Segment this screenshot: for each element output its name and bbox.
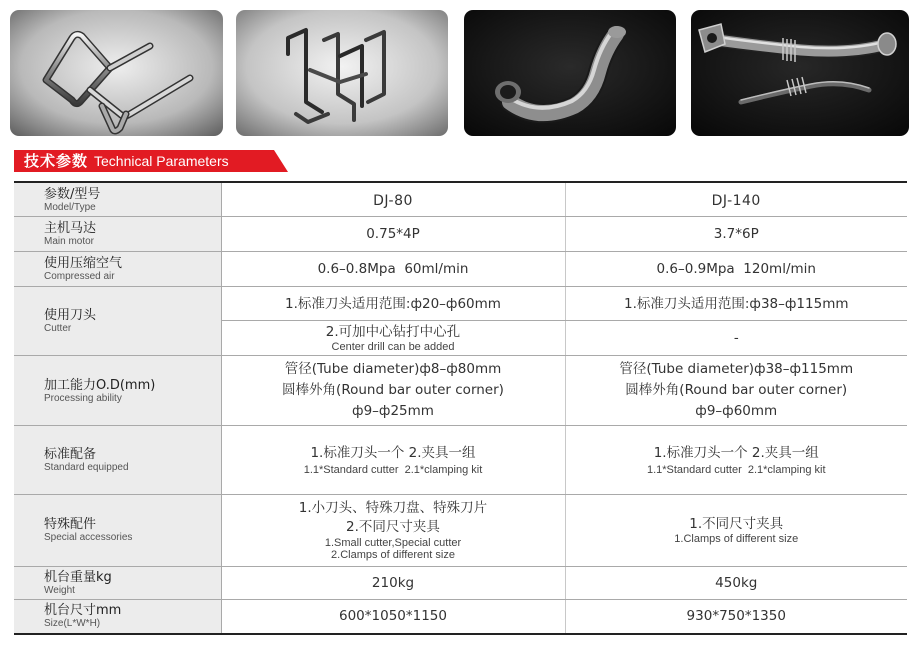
- row-label: [14, 182, 221, 217]
- value-text-cn: 2.不同尺寸夹具: [346, 519, 440, 536]
- value-text: 1.标准刀头适用范围:ф38–ф115mm: [623, 295, 849, 312]
- value-text-cn: 1.标准刀头一个 2.夹具一组: [653, 445, 819, 462]
- value-text-cn: 1.标准刀头一个 2.夹具一组: [310, 445, 476, 462]
- value-text-cn: 1.不同尺寸夹具: [689, 516, 784, 533]
- curved-exhaust-pipe-photo: [464, 10, 676, 136]
- row-label: [14, 494, 221, 566]
- label-cn: 使用刀头: [44, 308, 97, 324]
- table-row-processing-ability: [14, 356, 907, 426]
- row-label: [14, 599, 221, 634]
- table-row-standard-equipped: [14, 425, 907, 494]
- value-cell: [221, 494, 565, 566]
- value-cell: [221, 217, 565, 252]
- table-row-weight: [14, 566, 907, 599]
- row-label: [14, 287, 221, 356]
- label-cn: 特殊配件: [44, 517, 97, 533]
- value-text: 450kg: [715, 574, 758, 591]
- table-header-row: [14, 182, 907, 217]
- value-cell: [221, 356, 565, 426]
- value-text-en: 1.1*Standard cutter 2.1*clamping kit: [303, 464, 483, 477]
- label-en: Standard equipped: [44, 461, 129, 473]
- label-cn: 使用压缩空气: [44, 256, 123, 272]
- table-row-compressed-air: [14, 252, 907, 287]
- technical-parameters-table: [14, 181, 907, 635]
- value-text: 0.6–0.9Mpa 120ml/min: [656, 261, 816, 278]
- value-text-cn: 1.小刀头、特殊刀盘、特殊刀片: [298, 500, 488, 517]
- label-en: Model/Type: [44, 201, 96, 213]
- model-dj140-header: [565, 182, 907, 217]
- value-text: 600*1050*1150: [339, 608, 447, 625]
- model-dj80-header: [221, 182, 565, 217]
- model-name: DJ-80: [373, 193, 413, 210]
- label-en: Compressed air: [44, 271, 115, 283]
- label-cn: 主机马达: [44, 221, 97, 237]
- value-cell: [565, 252, 907, 287]
- product-photo-strip: [10, 10, 910, 136]
- value-cell: [221, 599, 565, 634]
- row-label: [14, 217, 221, 252]
- row-label: [14, 425, 221, 494]
- row-label: [14, 566, 221, 599]
- row-label: [14, 252, 221, 287]
- value-text: -: [733, 330, 739, 347]
- value-cell: [221, 425, 565, 494]
- value-cell: [221, 566, 565, 599]
- label-en: Special accessories: [44, 532, 133, 544]
- value-cell: [565, 599, 907, 634]
- label-en: Weight: [44, 584, 75, 596]
- value-text: 0.6–0.8Mpa 60ml/min: [317, 261, 469, 278]
- row-label: [14, 356, 221, 426]
- bent-wire-shapes-photo: [236, 10, 448, 136]
- value-cell: [221, 252, 565, 287]
- value-text: 管径(Tube diameter)ф8–ф80mm: [284, 361, 502, 377]
- value-cell: [565, 494, 907, 566]
- value-text-cn: 2.可加中心钻打中心孔: [325, 323, 461, 340]
- value-cell: [565, 287, 907, 321]
- value-cell: [565, 425, 907, 494]
- value-text-en: 1.Small cutter,Special cutter: [324, 537, 462, 550]
- label-en: Processing ability: [44, 392, 122, 404]
- label-cn: 机台尺寸mm: [44, 603, 122, 619]
- label-en: Size(L*W*H): [44, 618, 101, 630]
- label-cn: 机台重量kg: [44, 569, 112, 585]
- table-row-special-accessories: [14, 494, 907, 566]
- value-cell: [221, 321, 565, 356]
- model-name: DJ-140: [711, 193, 761, 210]
- label-en: Main motor: [44, 236, 95, 248]
- label-cn: 参数/型号: [44, 186, 101, 202]
- value-cell: [565, 356, 907, 426]
- value-text: ф9–ф60mm: [695, 403, 778, 419]
- value-text: ф9–ф25mm: [352, 403, 434, 419]
- value-text-en: 1.Clamps of different size: [674, 533, 799, 546]
- value-text-en: 2.Clamps of different size: [331, 549, 455, 562]
- bent-rod-frames-photo: [10, 10, 223, 136]
- value-text: 0.75*4P: [366, 226, 420, 243]
- section-title-en: Technical Parameters: [94, 153, 229, 169]
- table-row-size: [14, 599, 907, 634]
- value-text: 圆棒外角(Round bar outer corner): [625, 382, 848, 398]
- value-text: 3.7*6P: [713, 226, 759, 243]
- value-text: 930*750*1350: [686, 608, 786, 625]
- label-en: Cutter: [44, 323, 72, 335]
- value-cell: [221, 287, 565, 321]
- value-cell: [565, 217, 907, 252]
- value-cell: [565, 321, 907, 356]
- label-cn: 加工能力O.D(mm): [44, 377, 156, 393]
- value-text-en: Center drill can be added: [331, 340, 455, 353]
- section-title-cn: 技术参数: [24, 152, 89, 170]
- value-text-en: 1.1*Standard cutter 2.1*clamping kit: [646, 464, 826, 477]
- table-row-cutter: [14, 287, 907, 321]
- exhaust-pipe-assembly-photo: [691, 10, 909, 136]
- value-text: 圆棒外角(Round bar outer corner): [282, 382, 504, 398]
- value-cell: [565, 566, 907, 599]
- table-row-main-motor: [14, 217, 907, 252]
- value-text: 210kg: [371, 574, 415, 591]
- label-cn: 标准配备: [44, 446, 97, 462]
- value-text: 1.标准刀头适用范围:ф20–ф60mm: [285, 295, 501, 312]
- value-text: 管径(Tube diameter)ф38–ф115mm: [619, 361, 854, 377]
